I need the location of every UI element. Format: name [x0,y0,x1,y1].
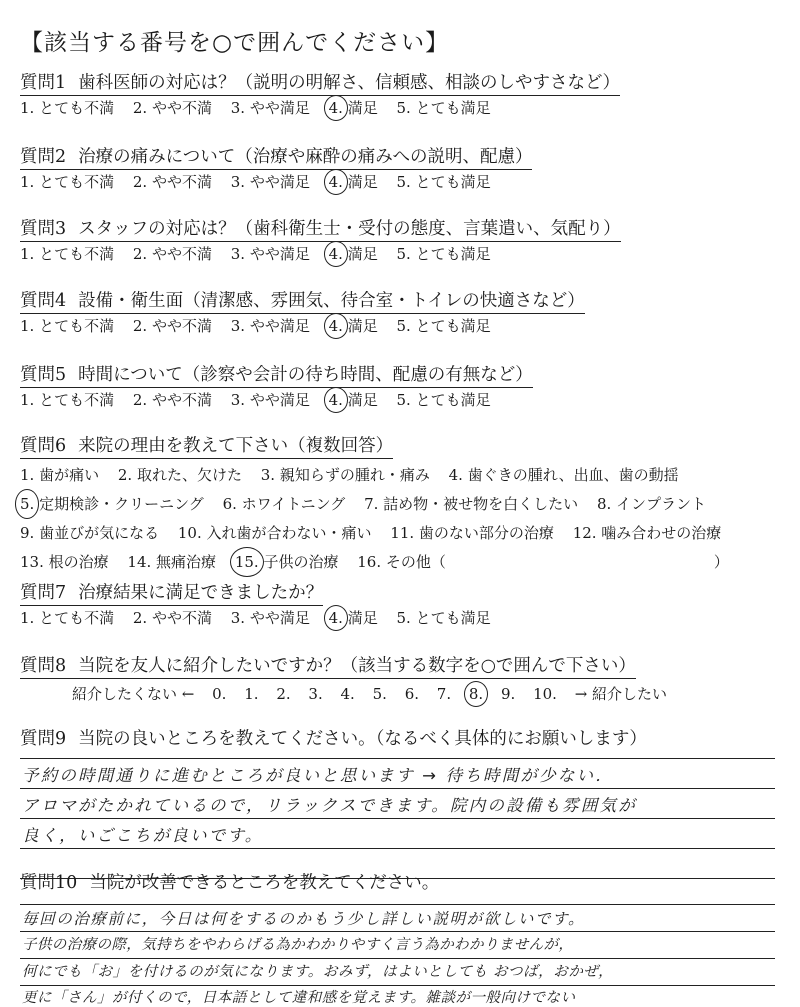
question-text: 来院の理由を教えて下さい（複数回答） [78,436,394,456]
reason-options-row-1 [20,462,780,488]
question-4-title [20,290,585,314]
scale-7[interactable]: 7. [436,685,452,703]
reason-option-2[interactable]: 2. 取れた、欠けた [117,466,242,484]
handwritten-answer-line: 子供の治療の際，気持ちをやわらげる為かわかりやすく言う為かわかりませんが， [22,937,574,953]
reason-option-7[interactable]: 7. 詰め物・被せ物を白くしたい [364,495,579,513]
satisfaction-options [20,243,780,265]
circled-mark: 4. [328,173,343,191]
reason-options-row-2 [20,491,780,517]
question-number: 質問2 [20,147,67,167]
satisfaction-options [20,97,780,119]
handwritten-answer-line: アロマがたかれているので，リラックスできます。院内の設備も雰囲気が [22,796,637,815]
reason-option-15-selected[interactable]: 15. 子供の治療 [235,553,339,571]
question-6-title [20,435,393,459]
question-text: 当院が改善できるところを教えてください。 [89,873,440,893]
reason-option-13[interactable]: 13. 根の治療 [20,553,109,571]
scale-left-label: 紹介したくない ← [72,685,195,703]
reason-option-11[interactable]: 11. 歯のない部分の治療 [390,524,554,542]
option-2[interactable]: 2. やや不満 [132,99,212,117]
scale-2[interactable]: 2. [276,685,291,703]
question-9-title [20,728,647,751]
circled-mark: 4. [328,317,343,335]
option-3[interactable]: 3. やや満足 [230,317,310,335]
option-1[interactable]: 1. とても不満 [20,173,115,191]
question-number: 質問9 [20,729,67,749]
scale-right-label: → 紹介したい [574,685,668,703]
question-number: 質問8 [20,656,67,676]
answer-line [20,758,775,759]
option-4-selected[interactable]: 4. 満足 [328,391,378,409]
option-2[interactable]: 2. やや不満 [132,245,212,263]
question-text: 当院を友人に紹介したいですか？（該当する数字を○で囲んで下さい） [78,656,636,676]
circled-mark: 8. [468,685,484,703]
question-text: スタッフの対応は？（歯科衛生士・受付の態度、言葉遣い、気配り） [78,219,621,239]
question-7 [20,582,780,629]
question-5-title [20,364,533,388]
question-text: 治療結果に満足できましたか？ [78,583,324,603]
question-text: 設備・衛生面（清潔感、雰囲気、待合室・トイレの快適さなど） [78,291,585,311]
reason-option-14[interactable]: 14. 無痛治療 [127,553,217,571]
answer-line [20,958,775,959]
question-number: 質問10 [20,873,78,893]
question-5 [20,364,780,411]
scale-0[interactable]: 0. [212,685,227,703]
reason-option-1[interactable]: 1. 歯が痛い [20,466,100,484]
option-1[interactable]: 1. とても不満 [20,99,115,117]
question-4 [20,290,780,337]
question-text: 歯科医師の対応は？（説明の明解さ、信頼感、相談のしやすさなど） [78,73,620,93]
question-number: 質問3 [20,219,67,239]
satisfaction-options [20,389,780,411]
reason-option-9[interactable]: 9. 歯並びが気になる [20,524,160,542]
option-3[interactable]: 3. やや満足 [230,391,310,409]
answer-line [20,931,775,932]
scale-8-selected[interactable] [469,685,483,703]
reason-option-6[interactable]: 6. ホワイトニング [222,495,346,513]
option-2[interactable]: 2. やや不満 [132,609,212,627]
question-8-title [20,655,636,679]
circled-mark: 4. [328,391,343,409]
question-7-title [20,582,323,606]
question-number: 質問6 [20,436,67,456]
option-2[interactable]: 2. やや不満 [132,317,212,335]
question-text: 治療の痛みについて（治療や麻酔の痛みへの説明、配慮） [78,147,533,167]
reason-option-10[interactable]: 10. 入れ歯が合わない・痛い [177,524,372,542]
scale-6[interactable]: 6. [404,685,419,703]
option-2[interactable]: 2. やや不満 [132,391,212,409]
satisfaction-options [20,607,780,629]
reason-option-4[interactable]: 4. 歯ぐきの腫れ、出血、歯の動揺 [448,466,679,484]
option-4-selected[interactable]: 4. 満足 [328,317,378,335]
reason-option-16[interactable]: 16. その他（ ） [357,553,729,571]
question-6 [20,435,780,575]
handwritten-answer-line: 良く，いごこちが良いです。 [22,826,264,845]
question-text: 時間について（診察や会計の待ち時間、配慮の有無など） [78,365,533,385]
option-5[interactable]: 5. とても満足 [396,245,491,263]
option-5[interactable]: 5. とても満足 [396,173,491,191]
question-2-title [20,146,532,170]
option-5[interactable]: 5. とても満足 [396,317,491,335]
scale-9[interactable]: 9. [500,685,516,703]
scale-3[interactable]: 3. [308,685,323,703]
reason-option-8[interactable]: 8. インプラント [596,495,707,513]
circled-mark: 4. [328,99,343,117]
reason-option-12[interactable]: 12. 噛み合わせの治療 [572,524,722,542]
option-1[interactable]: 1. とても不満 [20,245,115,263]
satisfaction-options [20,171,780,193]
option-3[interactable]: 3. やや満足 [230,245,310,263]
option-3[interactable]: 3. やや満足 [230,99,310,117]
option-5[interactable]: 5. とても満足 [396,391,491,409]
recommend-scale [20,683,780,705]
handwritten-answer-line: 更に「さん」が付くので，日本語として違和感を覚えます。雑談が一般向けでない [22,990,576,1006]
option-5[interactable]: 5. とても満足 [396,99,491,117]
question-3 [20,218,780,265]
option-1[interactable]: 1. とても不満 [20,317,115,335]
option-1[interactable]: 1. とても不満 [20,609,115,627]
scale-4[interactable]: 4. [340,685,355,703]
question-2 [20,146,780,193]
question-number: 質問4 [20,291,67,311]
reason-options-row-4 [20,549,780,575]
option-4-selected[interactable]: 4. 満足 [328,245,378,263]
option-4-selected[interactable]: 4. 満足 [328,609,378,627]
question-3-title [20,218,621,242]
handwritten-answer-line: 予約の時間通りに進むところが良いと思います → 待ち時間が少ない． [22,766,614,785]
answer-line [20,848,775,849]
option-1[interactable]: 1. とても不満 [20,391,115,409]
circled-mark: 15. [235,549,259,575]
circled-mark: 5. [20,491,34,517]
answer-line [20,904,775,905]
question-number: 質問7 [20,583,67,603]
option-2[interactable]: 2. やや不満 [132,173,212,191]
circled-mark: 4. [328,245,343,263]
option-4-selected[interactable]: 4. 満足 [328,173,378,191]
reason-option-3[interactable]: 3. 親知らずの腫れ・痛み [260,466,430,484]
question-10 [20,872,780,895]
question-8 [20,655,780,705]
option-4-selected[interactable]: 4. 満足 [328,99,378,117]
circled-mark: 4. [328,609,343,627]
question-number: 質問1 [20,73,67,93]
reason-options-row-3 [20,520,780,546]
question-1 [20,72,780,119]
question-number: 質問5 [20,365,67,385]
handwritten-answer-line: 毎回の治療前に，今日は何をするのかもう少し詳しい説明が欲しいです。 [22,910,586,928]
scale-1[interactable]: 1. [244,685,259,703]
question-9 [20,728,780,751]
scale-10[interactable]: 10. [533,685,557,703]
option-3[interactable]: 3. やや満足 [230,173,310,191]
satisfaction-options [20,315,780,337]
option-5[interactable]: 5. とても満足 [396,609,491,627]
scale-5[interactable]: 5. [372,685,387,703]
answer-line [20,788,775,789]
reason-option-5-selected[interactable]: 5. 定期検診・クリーニング [20,495,204,513]
question-1-title [20,72,620,96]
question-10-title [20,872,439,895]
instruction-header: 【該当する番号を○で囲んでください】 [20,30,450,56]
handwritten-answer-line: 何にでも「お」を付けるのが気になります。おみず，はよいとしても おつば，おかぜ， [22,964,614,980]
answer-line [20,818,775,819]
question-text: 当院の良いところを教えてください。（なるべく具体的にお願いします） [78,729,647,749]
option-3[interactable]: 3. やや満足 [230,609,310,627]
